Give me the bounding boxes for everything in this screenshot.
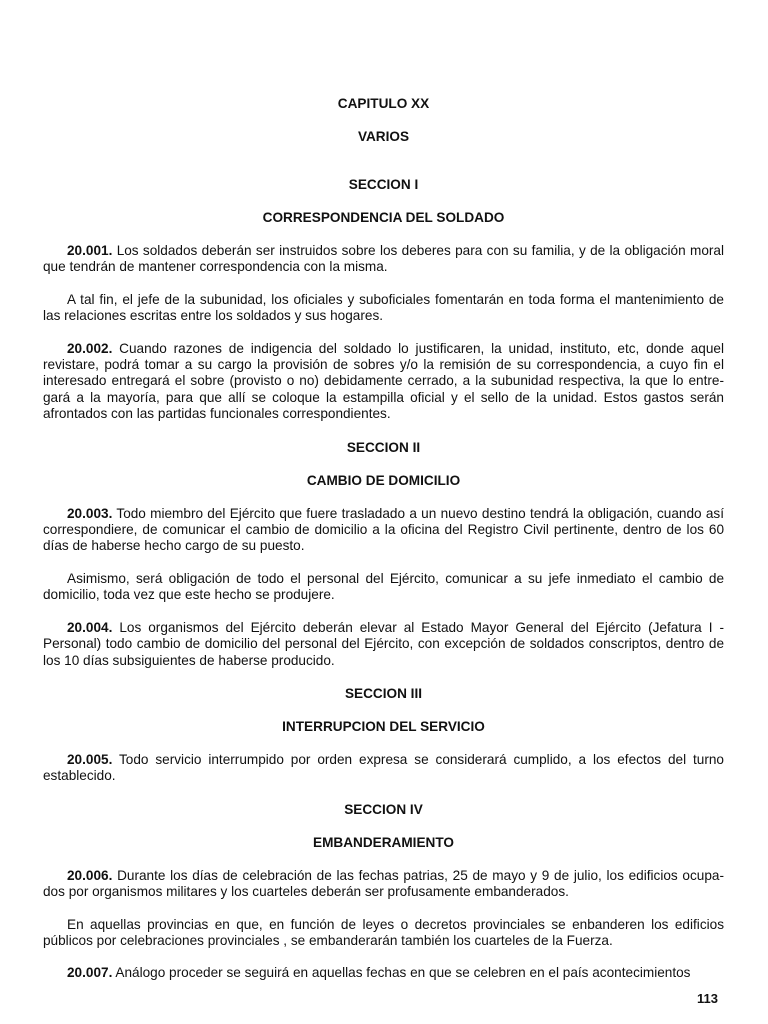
paragraph-text: En aquellas provincias en que, en función de leyes o decretos provinciales se enbanderen los edificios públicos por celebraciones provinciales , se embanderarán también los cuarteles de la Fuerza.: [43, 916, 724, 948]
section-title: SECCION II: [346, 439, 421, 455]
chapter-title: CAPITULO XX: [337, 96, 430, 111]
article-number: 20.003.: [67, 505, 113, 521]
paragraph-text: Los soldados deberán ser instruidos sobre los deberes para con su familia, y de la obligación moral que tendrán de mantener correspondencia con la misma.: [43, 243, 724, 275]
article-paragraph: [43, 243, 724, 276]
paragraph-text: Análogo proceder se seguirá en aquellas fechas en que se celebren en el país acontecimientos: [112, 965, 691, 981]
paragraph-text: Los organismos del Ejército deberán elevar al Estado Mayor General del Ejército (Jefatura I - Personal) todo cambio de domicilio del personal del Ejército, con excepción de soldados conscriptos, dentro de los 10 días subsiguientes de haberse producido.: [43, 619, 724, 668]
article-paragraph: [43, 917, 724, 950]
article-number: 20.007.: [67, 965, 113, 981]
paragraph-text: Asimismo, será obligación de todo el personal del Ejército, comunicar a su jefe inmediato el cambio de domicilio, toda vez que este hecho se produjere.: [43, 570, 724, 603]
section-title: SECCION I: [348, 177, 419, 192]
article-number: 20.002.: [67, 340, 113, 356]
page-content: [43, 96, 724, 982]
section-title: SECCION IV: [344, 801, 423, 817]
paragraph-text: Todo miembro del Ejército que fuere trasladado a un nuevo destino tendrá la obligación, cuando así correspondiere, de comunicar el cambio de domicilio a la oficina del Registro Civil pertinente, dentro de los 60 días de haberse hecho cargo de su puesto.: [43, 505, 724, 554]
article-number: 20.004.: [67, 619, 113, 635]
chapter-subtitle: VARIOS: [357, 129, 410, 144]
article-paragraph: [43, 571, 724, 604]
section-title: SECCION III: [344, 685, 423, 701]
section-subtitle: INTERRUPCION DEL SERVICIO: [282, 718, 485, 734]
article-number: 20.006.: [67, 867, 113, 883]
page-number: 113: [697, 991, 718, 1006]
article-number: 20.005.: [67, 751, 113, 767]
paragraph-text: Durante los días de celebración de las fechas patrias, 25 de mayo y 9 de julio, los edificios ocupa-dos por organismos militares y los cuarteles deberán ser profusamente embanderados.: [43, 867, 724, 900]
paragraph-text: Todo servicio interrumpido por orden expresa se considerará cumplido, a los efectos del turno establecido.: [43, 751, 724, 784]
paragraph-text: A tal fin, el jefe de la subunidad, los oficiales y suboficiales fomentarán en toda forma el mantenimiento de las relaciones escritas entre los soldados y sus hogares.: [43, 291, 724, 324]
article-paragraph: [43, 506, 724, 555]
article-paragraph: [43, 752, 724, 785]
article-number: 20.001.: [67, 243, 113, 258]
article-paragraph: [43, 965, 724, 981]
article-paragraph: [43, 868, 724, 901]
paragraph-text: Cuando razones de indigencia del soldado lo justificaren, la unidad, instituto, etc, donde aquel revistare, podrá tomar a su cargo la provisión de sobres y/o la remisión de su correspondencia, a cuyo fin el interesado entregará el sobre (provisto o no) debidamente cerrado, a la subunidad respectiva, la que lo entre-gará a la mayoría, para que allí se coloque la estampilla oficial y el sello de la unidad. Estos gastos serán afrontados con las partidas funcionales correspondientes.: [43, 340, 724, 422]
article-paragraph: [43, 292, 724, 325]
section-subtitle: CORRESPONDENCIA DEL SOLDADO: [262, 210, 505, 225]
article-paragraph: [43, 620, 724, 669]
section-subtitle: EMBANDERAMIENTO: [313, 834, 454, 850]
article-paragraph: [43, 341, 724, 423]
section-subtitle: CAMBIO DE DOMICILIO: [306, 472, 461, 488]
